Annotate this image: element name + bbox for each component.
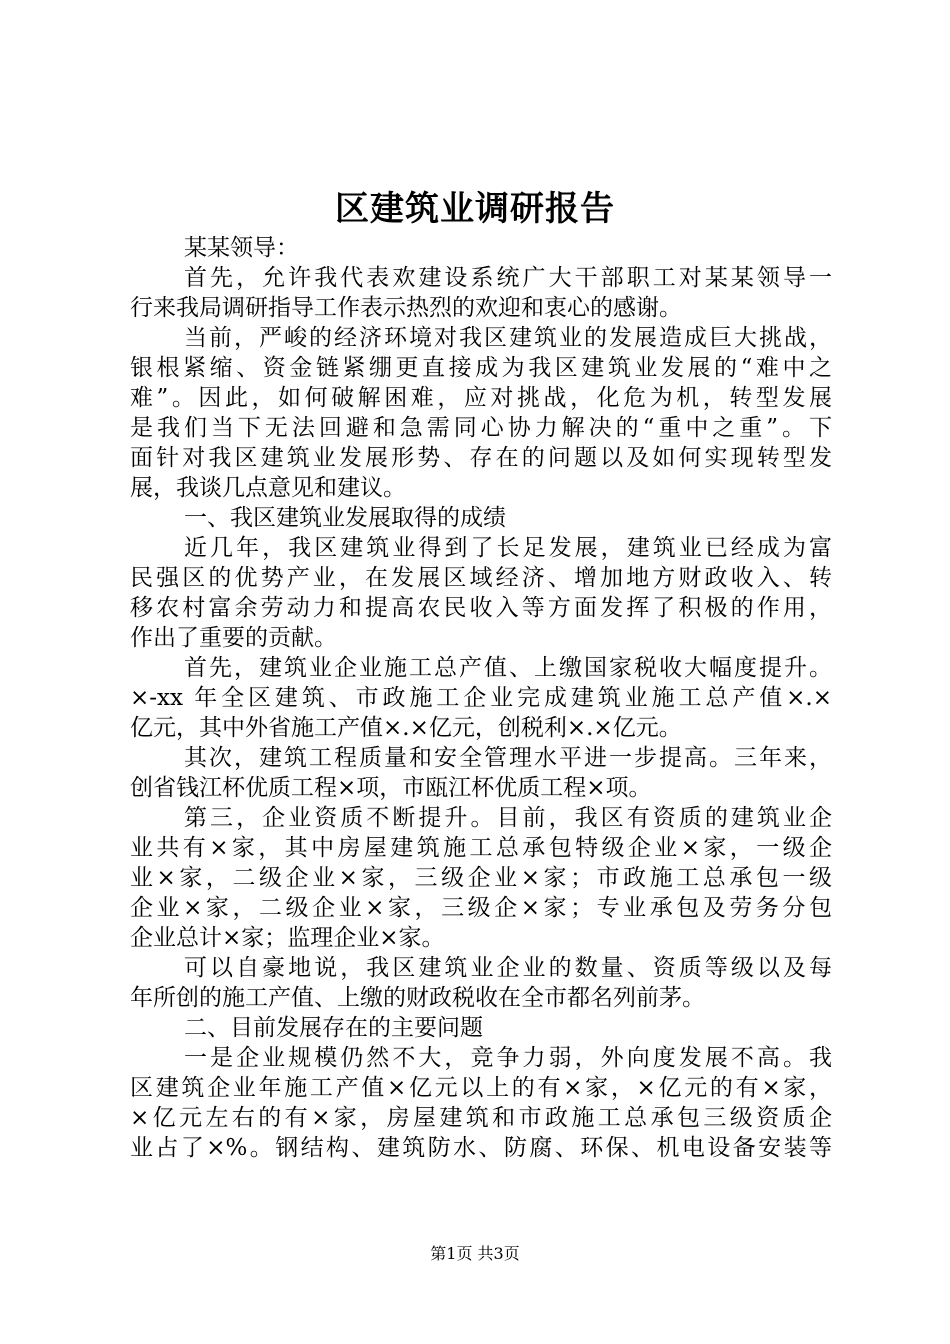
paragraph-line: 银根紧缩、资金链紧绷更直接成为我区建筑业发展的“难中之 bbox=[130, 355, 832, 381]
paragraph-line: 企业总计×家；监理企业×家。 bbox=[130, 925, 445, 951]
paragraph-line: 创省钱江杯优质工程×项，市瓯江杯优质工程×项。 bbox=[130, 775, 652, 801]
paragraph-line: ×-xx 年全区建筑、市政施工企业完成建筑业施工总产值×.× bbox=[130, 685, 832, 711]
paragraph-line: 企业×家，二级企业×家，三级企×家；专业承包及劳务分包 bbox=[130, 895, 832, 921]
document-title: 区建筑业调研报告 bbox=[335, 189, 615, 229]
section-heading: 一、我区建筑业发展取得的成绩 bbox=[184, 505, 506, 531]
paragraph-line: 一是企业规模仍然不大，竞争力弱，外向度发展不高。我 bbox=[184, 1045, 832, 1071]
section-heading: 二、目前发展存在的主要问题 bbox=[184, 1015, 483, 1041]
paragraph-line: 面针对我区建筑业发展形势、存在的问题以及如何实现转型发 bbox=[130, 445, 832, 471]
paragraph-line: 业占了×%。钢结构、建筑防水、防腐、环保、机电设备安装等 bbox=[130, 1135, 832, 1161]
paragraph-line: 当前，严峻的经济环境对我区建筑业的发展造成巨大挑战， bbox=[184, 325, 832, 351]
paragraph-line: 是我们当下无法回避和急需同心协力解决的“重中之重”。下 bbox=[130, 415, 832, 441]
paragraph-line: 首先，允许我代表欢建设系统广大干部职工对某某领导一 bbox=[184, 265, 832, 291]
paragraph-line: 行来我局调研指导工作表示热烈的欢迎和衷心的感谢。 bbox=[130, 295, 682, 321]
paragraph-line: 近几年，我区建筑业得到了长足发展，建筑业已经成为富 bbox=[184, 535, 832, 561]
document-body bbox=[130, 233, 832, 1163]
paragraph-line: 业×家，二级企业×家，三级企业×家；市政施工总承包一级 bbox=[130, 865, 832, 891]
paragraph-line: 民强区的优势产业，在发展区域经济、增加地方财政收入、转 bbox=[130, 565, 832, 591]
paragraph-line: 亿元，其中外省施工产值×.×亿元，创税利×.×亿元。 bbox=[130, 715, 682, 741]
paragraph-line: 首先，建筑业企业施工总产值、上缴国家税收大幅度提升。 bbox=[184, 655, 832, 681]
paragraph-line: 难”。因此，如何破解困难，应对挑战，化危为机，转型发展 bbox=[130, 385, 832, 411]
paragraph-line: 移农村富余劳动力和提高农民收入等方面发挥了积极的作用， bbox=[130, 595, 832, 621]
paragraph-line: 其次，建筑工程质量和安全管理水平进一步提高。三年来， bbox=[184, 745, 832, 771]
paragraph-line: 作出了重要的贡献。 bbox=[130, 625, 337, 651]
paragraph-line: 年所创的施工产值、上缴的财政税收在全市都名列前茅。 bbox=[130, 985, 705, 1011]
paragraph-line: 可以自豪地说，我区建筑业企业的数量、资质等级以及每 bbox=[184, 955, 832, 981]
paragraph-line: 业共有×家，其中房屋建筑施工总承包特级企业×家，一级企 bbox=[130, 835, 832, 861]
salutation-line: 某某领导： bbox=[184, 235, 299, 261]
paragraph-line: ×亿元左右的有×家，房屋建筑和市政施工总承包三级资质企 bbox=[130, 1105, 832, 1131]
paragraph-line: 区建筑企业年施工产值×亿元以上的有×家，×亿元的有×家， bbox=[130, 1075, 832, 1101]
paragraph-line: 展，我谈几点意见和建议。 bbox=[130, 475, 406, 501]
page-indicator: 第1页 共3页 bbox=[430, 1244, 520, 1263]
paragraph-line: 第三，企业资质不断提升。目前，我区有资质的建筑业企 bbox=[184, 805, 832, 831]
